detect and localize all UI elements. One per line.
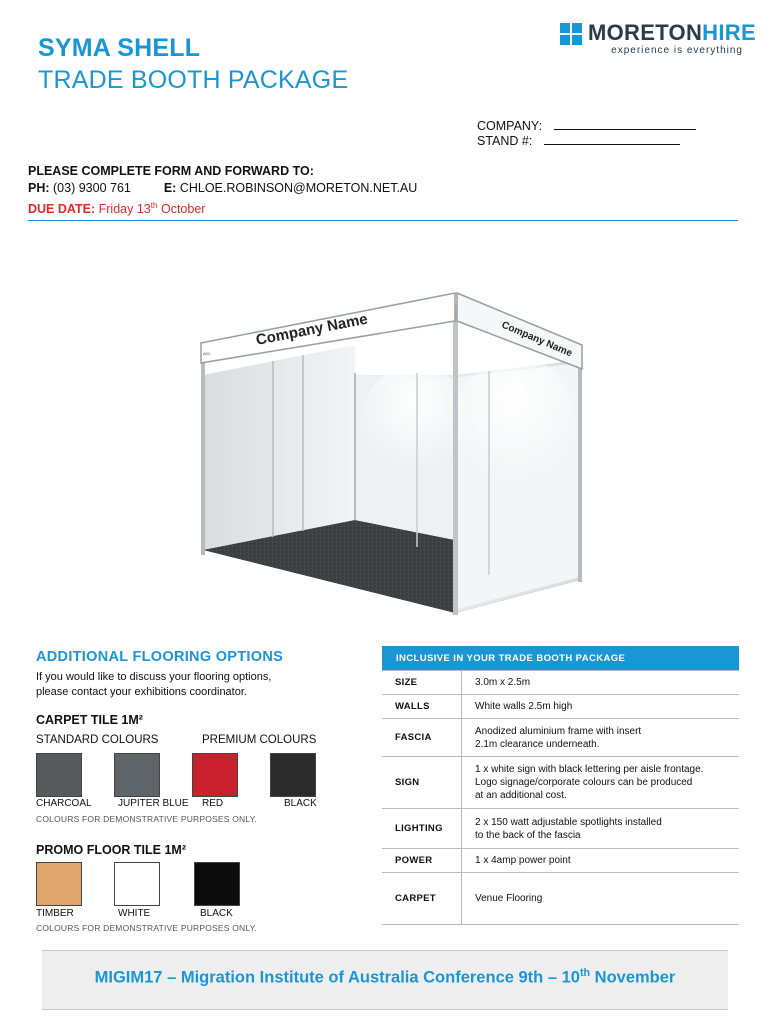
- table-row: [382, 671, 739, 695]
- logo-wordmark: [588, 20, 756, 46]
- swatch-label: WHITE: [118, 908, 151, 919]
- inclusions-heading: INCLUSIVE IN YOUR TRADE BOOTH PACKAGE: [382, 646, 739, 671]
- due-date-label: DUE DATE:: [28, 202, 96, 217]
- row-value: White walls 2.5m high: [462, 695, 740, 719]
- row-value: Anodized aluminium frame with insert 2.1m clearance underneath.: [462, 719, 740, 757]
- phone-number: (03) 9300 761: [53, 181, 131, 195]
- company-label: COMPANY:: [477, 119, 543, 133]
- swatch-label: BLACK: [200, 908, 233, 919]
- row-value: Venue Flooring: [462, 873, 740, 925]
- stand-tag: A01: [203, 351, 211, 356]
- swatch-label: BLACK: [284, 798, 317, 809]
- booth-left-wall: [203, 345, 355, 550]
- premium-colours-label: PREMIUM COLOURS: [202, 734, 317, 746]
- row-key: SIZE: [382, 671, 462, 695]
- row-value: 3.0m x 2.5m: [462, 671, 740, 695]
- stand-field[interactable]: [477, 131, 680, 148]
- event-title: MIGIM17 – Migration Institute of Australia Conference 9th – 10th November: [94, 967, 676, 987]
- swatch-label: RED: [202, 798, 224, 809]
- row-key: CARPET: [382, 873, 462, 925]
- swatch-promo-black[interactable]: [194, 862, 240, 906]
- table-row: [382, 849, 739, 873]
- logo-brand-part1: MORETON: [588, 20, 703, 45]
- header-divider: [28, 220, 738, 221]
- table-row: [382, 719, 739, 757]
- logo-tagline: experience is everything: [611, 45, 743, 56]
- swatch-black[interactable]: [270, 753, 316, 797]
- booth-illustration: [195, 285, 590, 625]
- phone-label: PH:: [28, 181, 50, 195]
- table-row: [382, 809, 739, 849]
- demonstrative-note: COLOURS FOR DEMONSTRATIVE PURPOSES ONLY.: [36, 923, 258, 933]
- moreton-hire-logo: [560, 20, 756, 62]
- promo-tile-heading: PROMO FLOOR TILE 1M²: [36, 843, 186, 857]
- side-sign-text: Company Name: [499, 319, 574, 360]
- table-row: [382, 873, 739, 925]
- email-label: E:: [163, 181, 177, 195]
- instructions-heading: PLEASE COMPLETE FORM AND FORWARD TO:: [28, 164, 314, 178]
- row-key: POWER: [382, 849, 462, 873]
- logo-brand-part2: HIRE: [702, 20, 756, 45]
- demonstrative-note: COLOURS FOR DEMONSTRATIVE PURPOSES ONLY.: [36, 814, 258, 824]
- row-value: 2 x 150 watt adjustable spotlights installed to the back of the fascia: [462, 809, 740, 849]
- front-sign-text: Company Name: [254, 310, 370, 349]
- page-subtitle: TRADE BOOTH PACKAGE: [38, 66, 349, 94]
- table-row: [382, 695, 739, 719]
- swatch-red[interactable]: [192, 753, 238, 797]
- row-key: WALLS: [382, 695, 462, 719]
- standard-colours-label: STANDARD COLOURS: [36, 734, 159, 746]
- flooring-heading: ADDITIONAL FLOORING OPTIONS: [36, 649, 284, 665]
- swatch-timber[interactable]: [36, 862, 82, 906]
- swatch-charcoal[interactable]: [36, 753, 82, 797]
- swatch-label: TIMBER: [36, 908, 74, 919]
- flooring-intro: If you would like to discuss your flooring options, please contact your exhibitions coordinator.: [36, 671, 272, 698]
- row-key: SIGN: [382, 757, 462, 809]
- row-key: LIGHTING: [382, 809, 462, 849]
- stand-label: STAND #:: [477, 134, 533, 148]
- due-date-value: Friday 13th October: [98, 201, 206, 217]
- email-address: CHLOE.ROBINSON@MORETON.NET.AU: [179, 181, 418, 195]
- company-input-line[interactable]: [554, 116, 696, 130]
- page-title: SYMA SHELL: [38, 34, 201, 62]
- row-key: FASCIA: [382, 719, 462, 757]
- row-value: 1 x white sign with black lettering per aisle frontage. Logo signage/corporate colours can be produced at an additional cost.: [462, 757, 740, 809]
- swatch-jupiter-blue[interactable]: [114, 753, 160, 797]
- table-row: [382, 757, 739, 809]
- swatch-label: JUPITER BLUE: [118, 798, 189, 809]
- carpet-tile-heading: CARPET TILE 1M²: [36, 713, 143, 727]
- event-banner: [42, 950, 728, 1010]
- stand-input-line[interactable]: [544, 131, 680, 145]
- submission-instructions: [28, 163, 417, 218]
- inclusions-table: [382, 646, 739, 925]
- swatch-label: CHARCOAL: [36, 798, 92, 809]
- row-value: 1 x 4amp power point: [462, 849, 740, 873]
- logo-squares-icon: [560, 23, 582, 45]
- swatch-white[interactable]: [114, 862, 160, 906]
